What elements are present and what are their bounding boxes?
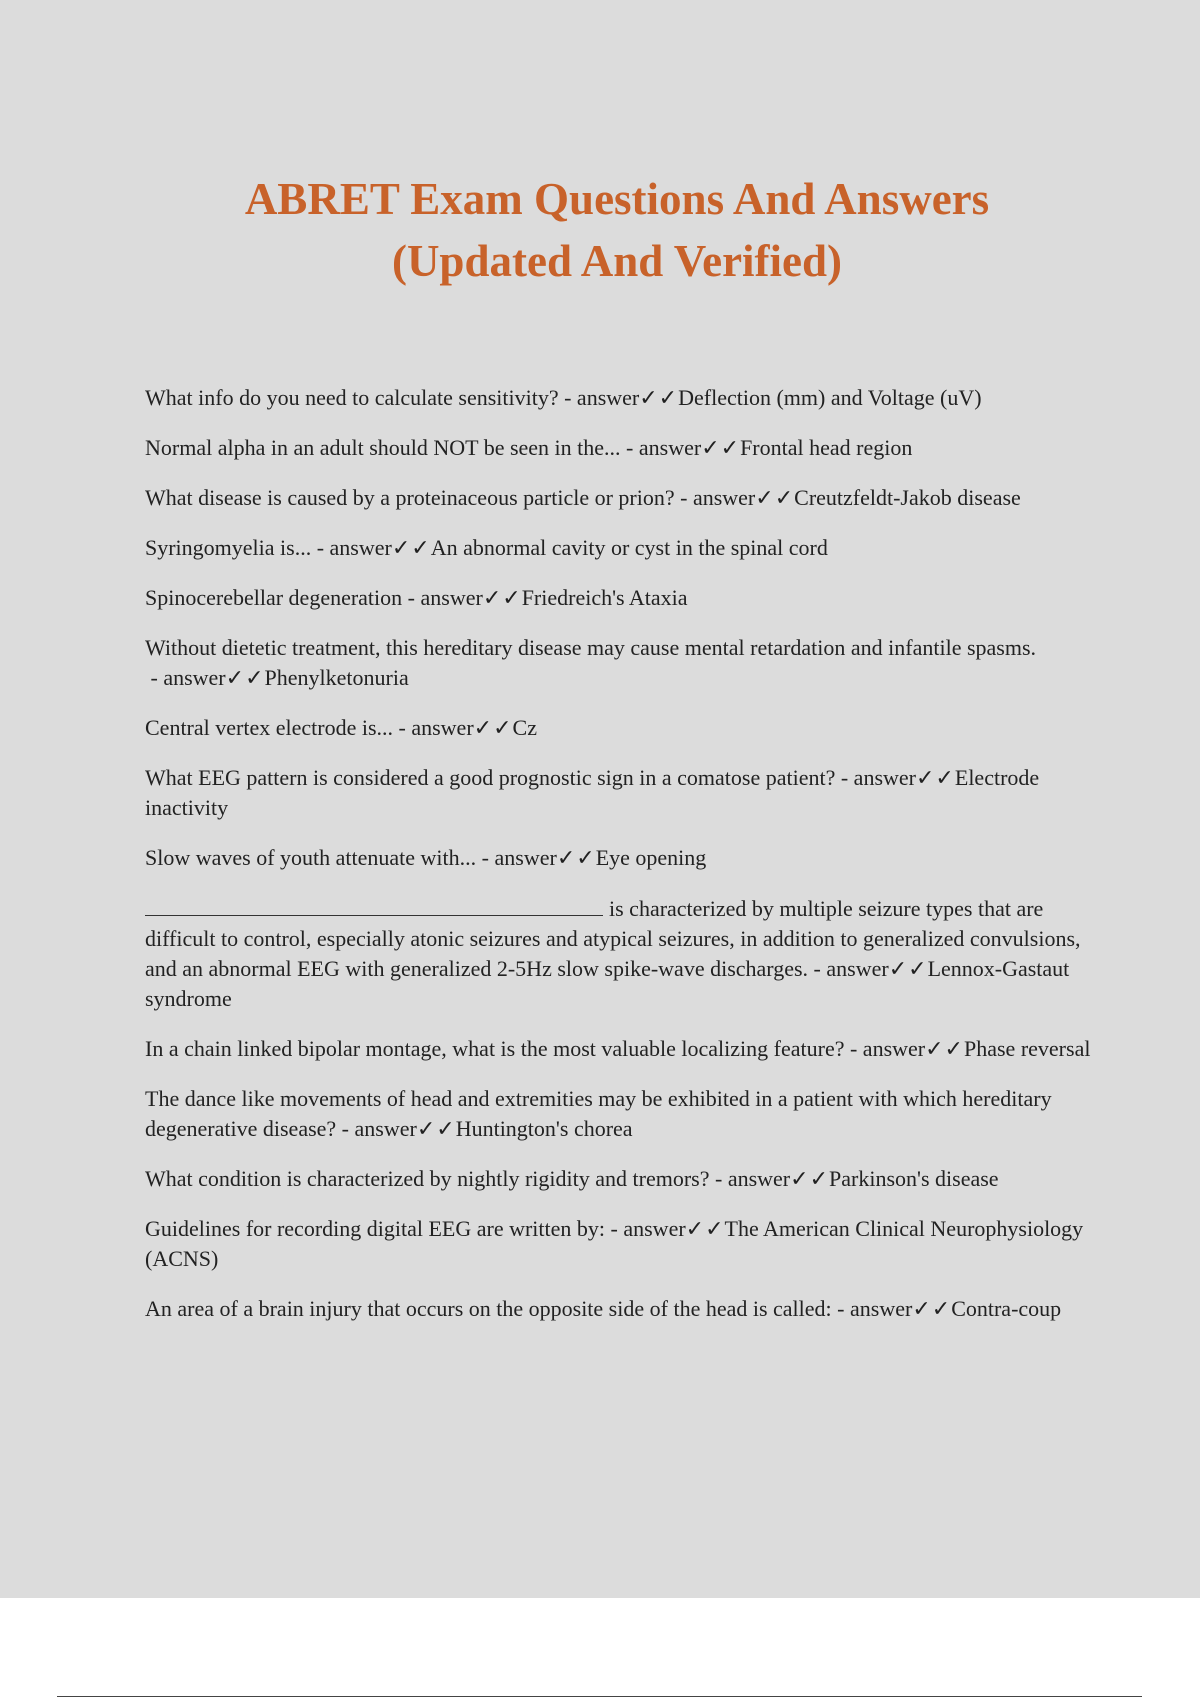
title-line-2: (Updated And Verified) [391,236,843,286]
qa-item [145,1034,1105,1064]
qa-list [145,383,1105,1344]
qa-item [145,1164,1105,1194]
question-text: The dance like movements of head and extremities may be exhibited in a patient with which hereditary degenerative disease? [145,1086,1052,1141]
qa-item [145,1214,1105,1274]
double-check-icon: ✓✓ [925,1036,964,1061]
qa-item [145,383,1105,413]
footer-rule [57,1696,1142,1697]
qa-item [145,433,1105,463]
question-text: What info do you need to calculate sensitivity? [145,385,559,410]
answer-text: An abnormal cavity or cyst in the spinal cord [430,535,828,560]
question-text: Spinocerebellar degeneration [145,585,403,610]
question-text: Guidelines for recording digital EEG are written by: [145,1216,606,1241]
answer-separator: - answer [336,1116,417,1141]
answer-separator: - answer [145,665,226,690]
qa-item [145,713,1105,743]
double-check-icon: ✓✓ [916,765,955,790]
double-check-icon: ✓✓ [473,715,513,740]
question-text: Central vertex electrode is... [145,715,394,740]
answer-text: Parkinson's disease [829,1166,999,1191]
double-check-icon: ✓✓ [391,535,431,560]
qa-item [145,533,1105,563]
qa-item [145,763,1105,823]
qa-item [145,483,1105,513]
answer-text: Creutzfeldt-Jakob disease [794,485,1021,510]
answer-separator: - answer [605,1216,686,1241]
qa-item [145,843,1105,873]
question-text: Slow waves of youth attenuate with... [145,845,477,870]
double-check-icon: ✓✓ [685,1216,725,1241]
qa-item [145,893,1105,1014]
answer-text: Contra-coup [951,1296,1062,1321]
double-check-icon: ✓✓ [556,845,596,870]
qa-item [145,583,1105,613]
question-text: An area of a brain injury that occurs on the opposite side of the head is called: [145,1296,832,1321]
fill-in-blank-line [145,893,603,916]
answer-separator: - answer [311,535,392,560]
answer-separator: - answer [393,715,474,740]
answer-separator: - answer [835,765,916,790]
double-check-icon: ✓✓ [888,956,928,981]
answer-text: Deflection (mm) and Voltage (uV) [678,385,982,410]
answer-separator: - answer [808,956,889,981]
answer-separator: - answer [844,1036,926,1061]
question-text: Normal alpha in an adult should NOT be seen in the... [145,435,621,460]
answer-separator: - answer [558,385,640,410]
double-check-icon: ✓✓ [482,585,522,610]
double-check-icon: ✓✓ [225,665,265,690]
double-check-icon: ✓✓ [639,385,679,410]
answer-separator: - answer [402,585,483,610]
qa-item [145,633,1105,693]
answer-text: Cz [512,715,537,740]
answer-text: Lennox-Gastaut syndrome [145,956,1070,1011]
answer-text: Electrode inactivity [145,765,1040,820]
double-check-icon: ✓✓ [912,1296,952,1321]
answer-text: Friedreich's Ataxia [521,585,688,610]
question-text: is characterized by multiple seizure types that are difficult to control, especially atonic seizures and atypical seizures, in addition to generalized convulsions, and an abnormal EEG with generalized 2-5Hz slow spike-wave discharges. [145,896,1081,981]
document-title [100,168,1134,292]
answer-text: Phase reversal [964,1036,1091,1061]
title-line-1: ABRET Exam Questions And Answers [244,174,990,224]
answer-text: Huntington's chorea [455,1116,633,1141]
double-check-icon: ✓✓ [701,435,741,460]
answer-text: Phenylketonuria [264,665,409,690]
question-text: What EEG pattern is considered a good prognostic sign in a comatose patient? [145,765,836,790]
answer-separator: - answer [620,435,702,460]
question-text: Syringomyelia is... [145,535,312,560]
answer-text: Frontal head region [740,435,913,460]
question-text: What condition is characterized by nightly rigidity and tremors? [145,1166,710,1191]
double-check-icon: ✓✓ [416,1116,456,1141]
answer-separator: - answer [831,1296,913,1321]
qa-item [145,1084,1105,1144]
qa-item [145,1294,1105,1324]
double-check-icon: ✓✓ [755,485,795,510]
answer-separator: - answer [709,1166,791,1191]
question-text: What disease is caused by a proteinaceous particle or prion? [145,485,675,510]
double-check-icon: ✓✓ [790,1166,830,1191]
answer-separator: - answer [476,845,557,870]
answer-separator: - answer [674,485,756,510]
answer-text: The American Clinical Neurophysiology (ACNS) [145,1216,1084,1271]
answer-text: Eye opening [595,845,707,870]
question-text: In a chain linked bipolar montage, what is the most valuable localizing feature? [145,1036,845,1061]
question-text: Without dietetic treatment, this hereditary disease may cause mental retardation and infantile spasms. [145,635,1037,660]
